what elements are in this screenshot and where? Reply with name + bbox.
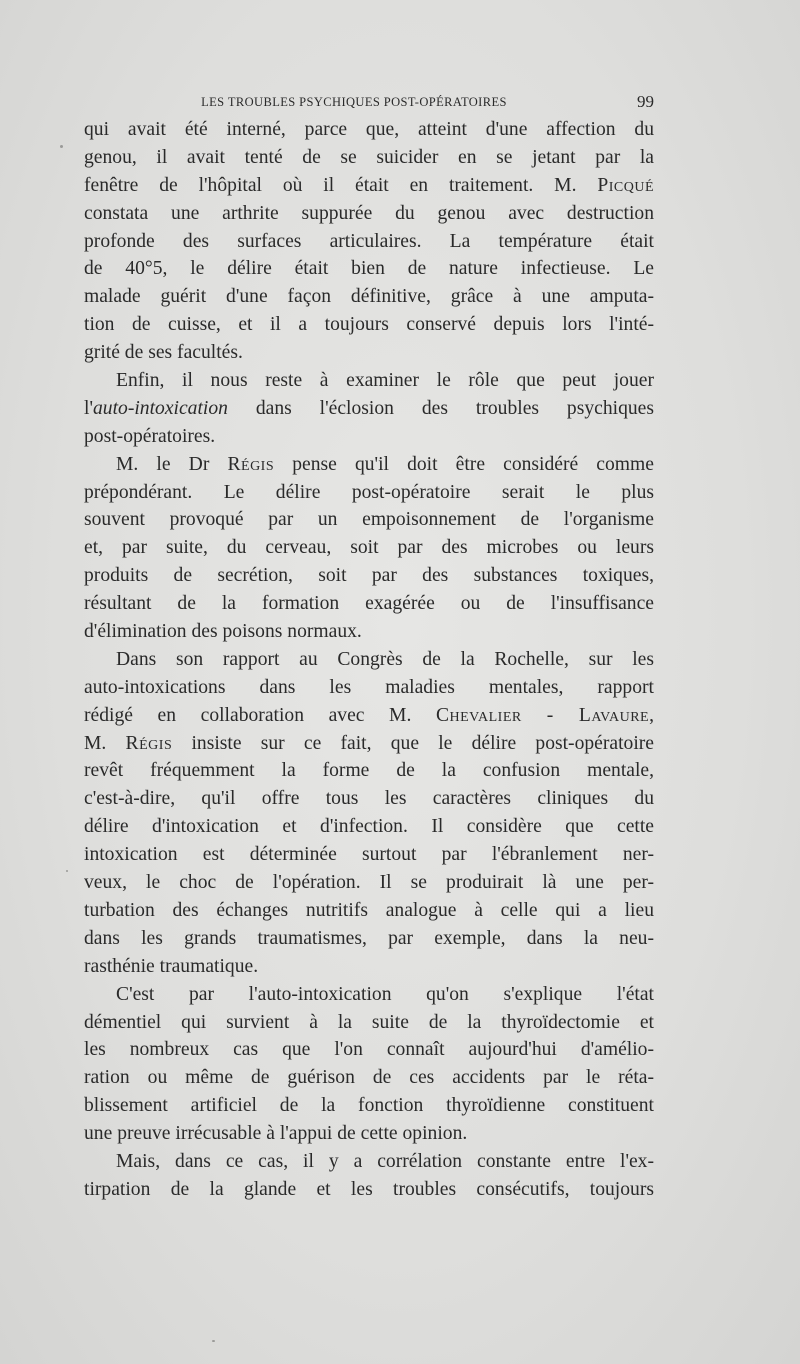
text-line: de 40°5, le délire était bien de nature infectieuse. Le [84,258,654,280]
text-line: revêt fréquemment la forme de la confusion mentale, [84,760,654,782]
text-line: démentiel qui survient à la suite de la thyroïdectomie et [84,1011,654,1033]
text-line: tion de cuisse, et il a toujours conservé depuis lors l'inté- [84,314,654,336]
text-line: l'auto-intoxication dans l'éclosion des troubles psychiques [84,397,654,419]
text-line: turbation des échanges nutritifs analogue à celle qui a lieu [84,899,654,921]
text-line: genou, il avait tenté de se suicider en se jetant par la [84,146,654,168]
styled-text: Picqué [597,174,654,196]
text-line: malade guérit d'une façon définitive, grâce à une amputa- [84,286,654,308]
text-line: intoxication est déterminée surtout par l'ébranlement ner- [84,844,654,866]
text-line: prépondérant. Le délire post-opératoire serait le plus [84,481,654,503]
text-line: qui avait été interné, parce que, atteint d'une affection du [84,119,654,140]
text-line: rédigé en collaboration avec M. Chevalier - Lavaure, [84,704,654,726]
text-line: dans les grands traumatismes, par exemple, dans la neu- [84,927,654,949]
text-line: ration ou même de guérison de ces accidents par le réta- [84,1067,654,1089]
running-title: LES TROUBLES PSYCHIQUES POST-OPÉRATOIRES [201,95,507,109]
text-line: tirpation de la glande et les troubles consécutifs, toujours [84,1178,654,1200]
text-line: une preuve irrécusable à l'appui de cette opinion. [84,1123,468,1145]
paper-speck [66,870,68,872]
page-number: 99 [637,92,654,111]
paper-speck [60,145,63,148]
text-line: M. le Dr Régis pense qu'il doit être considéré comme [116,453,654,475]
text-line: résultant de la formation exagérée ou de l'insuffisance [84,593,654,615]
text-line: auto-intoxications dans les maladies mentales, rapport [84,676,654,698]
text-line: constata une arthrite suppurée du genou avec destruction [84,202,654,224]
text-line: c'est-à-dire, qu'il offre tous les caractères cliniques du [84,788,654,810]
text-line: profonde des surfaces articulaires. La température était [84,230,654,252]
styled-text: Régis [125,732,173,754]
text-line: délire d'intoxication et d'infection. Il considère que cette [84,816,654,838]
text-line: Mais, dans ce cas, il y a corrélation constante entre l'ex- [116,1150,654,1172]
text-line: produits de secrétion, soit par des substances toxiques, [84,565,654,587]
styled-text: Chevalier - Lavaure [435,704,650,726]
styled-text: auto-intoxication [92,397,228,419]
text-line: Dans son rapport au Congrès de la Rochelle, sur les [116,648,654,670]
text-line: les nombreux cas que l'on connaît aujourd'hui d'amélio- [84,1039,654,1061]
paper-speck [212,1340,215,1342]
text-line: grité de ses facultés. [84,342,243,364]
text-line: et, par suite, du cerveau, soit par des microbes ou leurs [84,537,654,559]
text-line: M. Régis insiste sur ce fait, que le délire post-opératoire [84,732,654,754]
text-line: Enfin, il nous reste à examiner le rôle que peut jouer [116,370,654,392]
text-line: fenêtre de l'hôpital où il était en traitement. M. Picqué [84,174,654,196]
text-line: d'élimination des poisons normaux. [84,621,362,643]
text-line: C'est par l'auto-intoxication qu'on s'explique l'état [116,983,654,1005]
text-line: souvent provoqué par un empoisonnement de l'organisme [84,509,654,531]
text-line: blissement artificiel de la fonction thyroïdienne constituent [84,1095,654,1117]
text-line: post-opératoires. [84,425,216,447]
running-head [84,92,654,114]
text-line: veux, le choc de l'opération. Il se produirait là une per- [84,872,654,894]
text-line: rasthénie traumatique. [84,955,259,977]
styled-text: Régis [227,453,275,475]
body-text [84,116,654,1204]
